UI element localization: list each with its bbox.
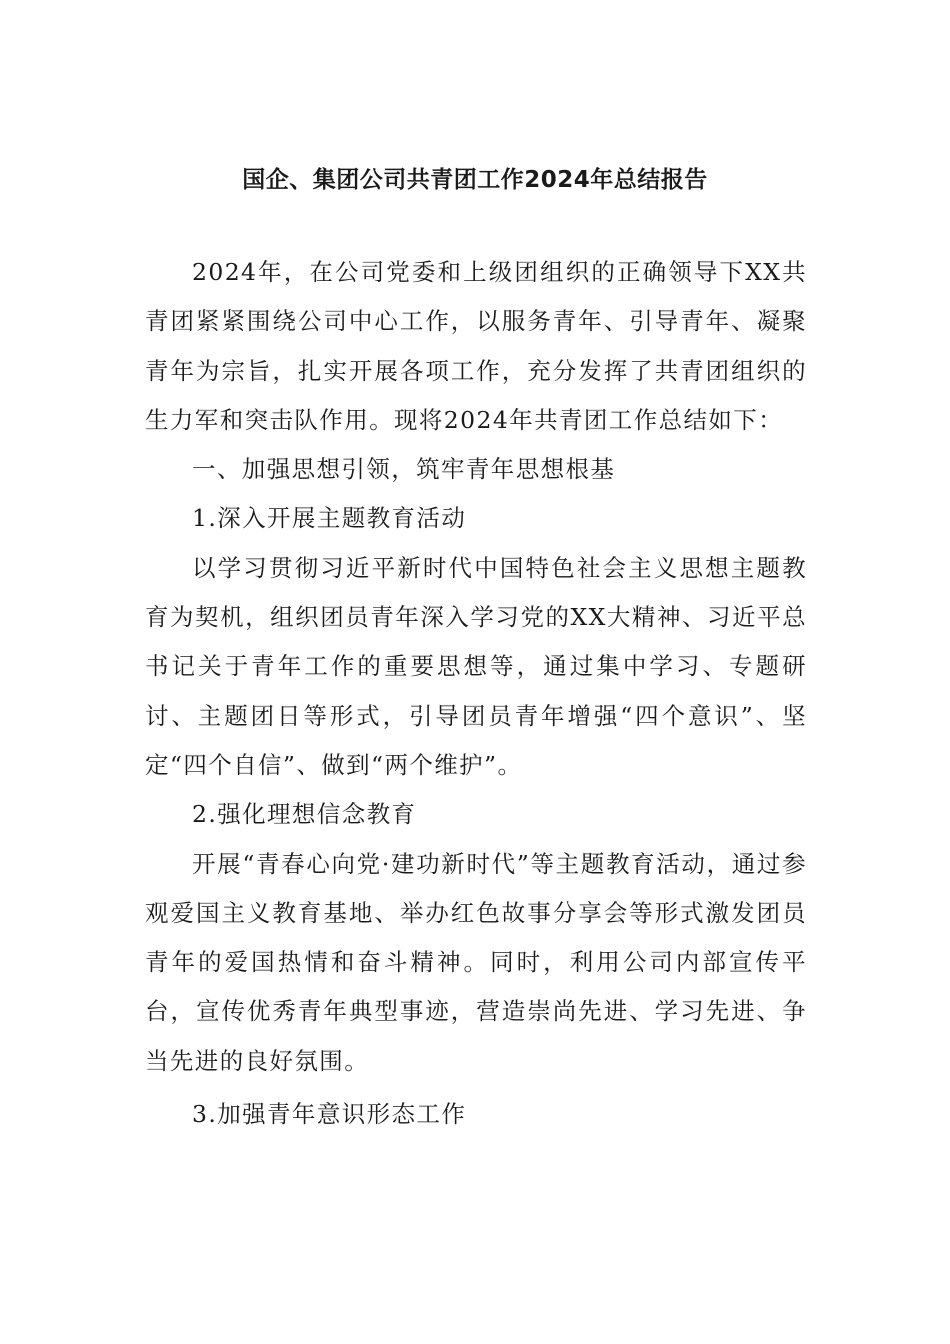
intro-paragraph: 2024年，在公司党委和上级团组织的正确领导下XX共青团紧紧围绕公司中心工作，以服务青年、引导青年、凝聚青年为宗旨，扎实开展各项工作，充分发挥了共青团组织的生力军和突击队作用。现将2024年共青团工作总结如下： bbox=[145, 258, 807, 434]
body-paragraph-1-2: 开展“青春心向党·建功新时代”等主题教育活动，通过参观爱国主义教育基地、举办红色故事分享会等形式激发团员青年的爱国热情和奋斗精神。同时，利用公司内部宣传平台，宣传优秀青年典型事迹，营造崇尚先进、学习先进、争当先进的良好氛围。 bbox=[145, 849, 807, 1075]
section-heading-1: 一、加强思想引领，筑牢青年思想根基 bbox=[192, 455, 616, 484]
document-title: 国企、集团公司共青团工作2024年总结报告 bbox=[242, 167, 708, 193]
body-paragraph-1-1: 以学习贯彻习近平新时代中国特色社会主义思想主题教育为契机，组织团员青年深入学习党的XX大精神、习近平总书记关于青年工作的重要思想等，通过集中学习、专题研讨、主题团日等形式，引导团员青年增强“四个意识”、坚定“四个自信”、做到“两个维护”。 bbox=[145, 553, 807, 779]
subsection-heading-1-3: 3.加强青年意识形态工作 bbox=[192, 1100, 467, 1129]
subsection-heading-1-1: 1.深入开展主题教育活动 bbox=[192, 504, 467, 533]
document-body bbox=[145, 248, 807, 1139]
subsection-heading-1-2: 2.强化理想信念教育 bbox=[192, 800, 417, 829]
